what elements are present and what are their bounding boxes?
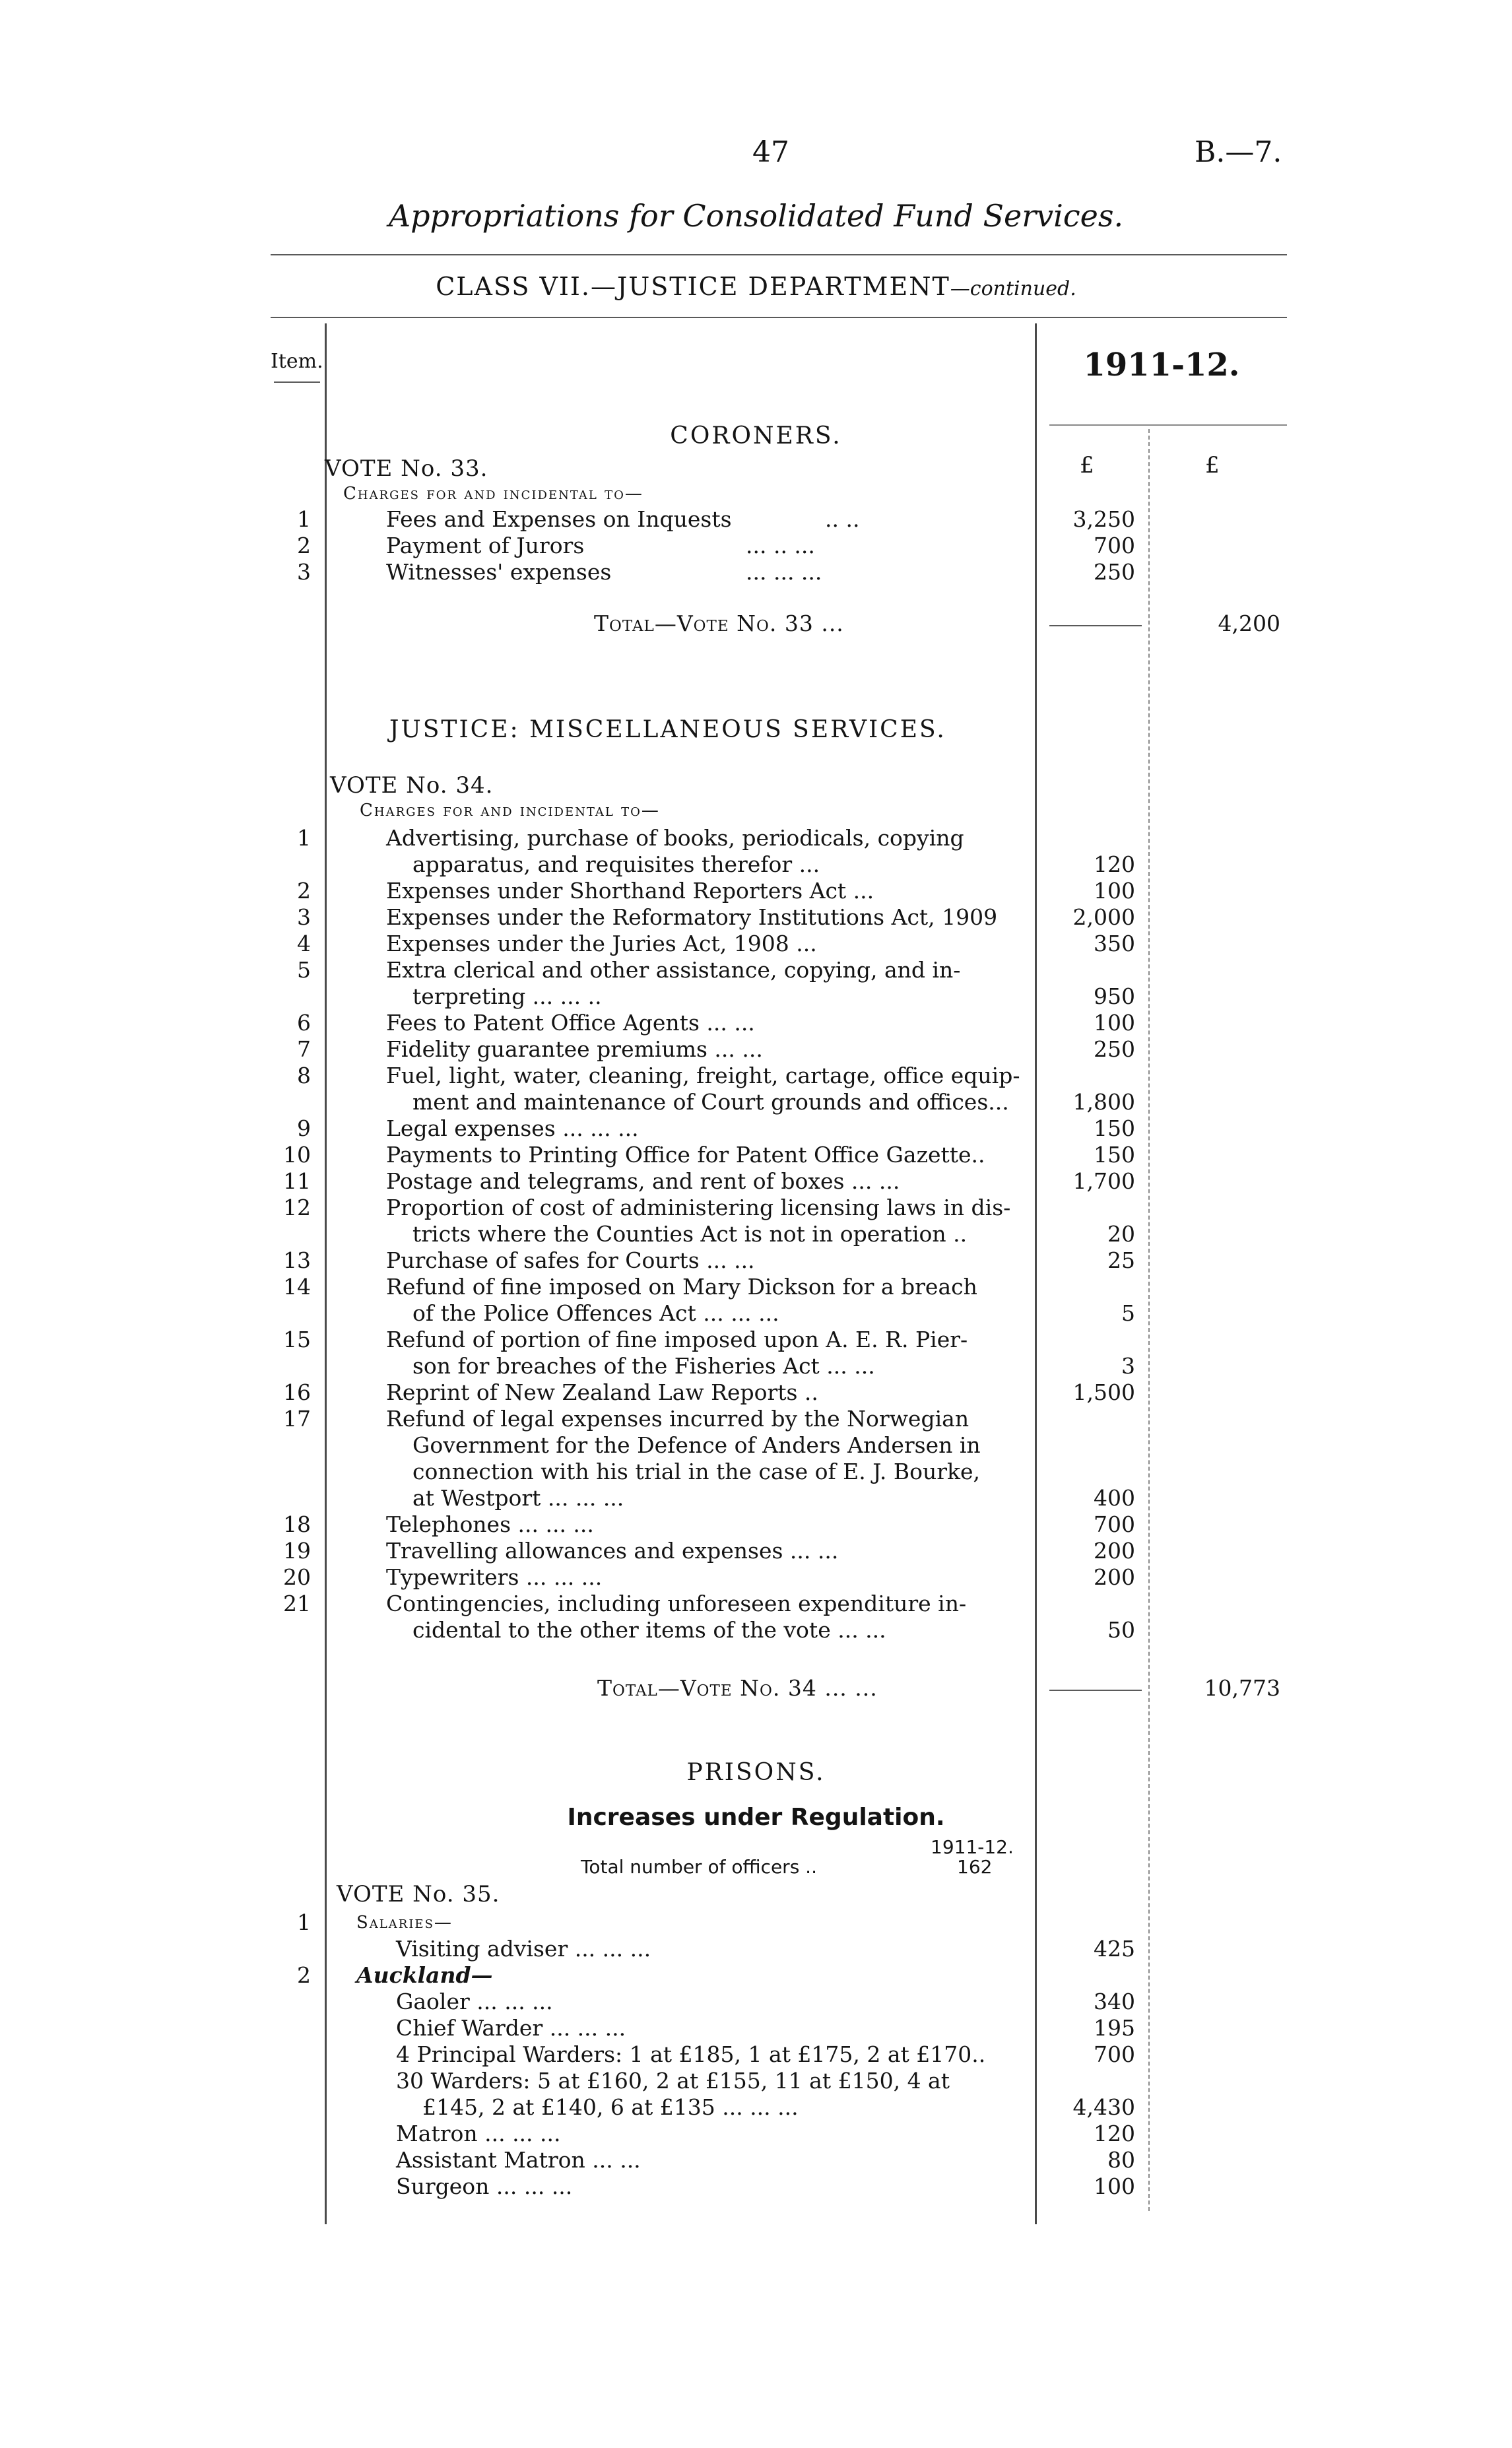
- item-description: Salaries—: [356, 1913, 453, 1933]
- class-heading-text: CLASS VII.—JUSTICE DEPARTMENT: [436, 272, 950, 301]
- table-row: [0, 1617, 1512, 1643]
- total-amount: 4,200: [1218, 611, 1280, 636]
- table-row: [0, 1511, 1512, 1538]
- item-description: Assistant Matron ... ...: [396, 2147, 641, 2173]
- document-reference: B.—7.: [1195, 135, 1282, 169]
- table-row: [0, 2041, 1512, 2068]
- title-rule: [271, 254, 1287, 255]
- class-heading: [0, 272, 1512, 301]
- table-row: [0, 1274, 1512, 1300]
- item-description: Extra clerical and other assistance, copying, and in-: [386, 957, 961, 983]
- item-description: Proportion of cost of administering licensing laws in dis-: [386, 1195, 1011, 1220]
- table-row: [0, 1327, 1512, 1353]
- item-amount: 2,000: [1072, 904, 1135, 930]
- table-row: [0, 1115, 1512, 1142]
- total-rule: [1049, 625, 1142, 626]
- table-row: [0, 2015, 1512, 2041]
- item-amount: 700: [1094, 533, 1135, 558]
- year-column-heading: 1911-12.: [1083, 347, 1240, 383]
- table-row: [0, 506, 1512, 533]
- item-number: 12: [283, 1195, 311, 1220]
- item-description: Visiting adviser ... ... ...: [396, 1936, 651, 1962]
- item-amount: 250: [1094, 1036, 1135, 1062]
- table-row: [0, 559, 1512, 585]
- table-row: [0, 1300, 1512, 1327]
- item-amount: 950: [1094, 983, 1135, 1009]
- page-number: 47: [752, 135, 789, 169]
- item-number: 13: [283, 1247, 311, 1273]
- item-description: Surgeon ... ... ...: [396, 2173, 573, 2199]
- item-description: Auckland—: [356, 1962, 493, 1988]
- coroners-title: CORONERS.: [670, 422, 842, 449]
- table-row: [0, 851, 1512, 878]
- item-amount: 20: [1107, 1221, 1135, 1247]
- item-amount: 120: [1094, 2121, 1135, 2146]
- table-row: [0, 1379, 1512, 1406]
- item-amount: 80: [1107, 2147, 1135, 2173]
- table-row: [0, 1432, 1512, 1459]
- table-row: [0, 1089, 1512, 1115]
- item-description: terpreting ... ... ..: [412, 983, 602, 1009]
- item-amount: 120: [1094, 851, 1135, 877]
- item-amount: 1,500: [1072, 1379, 1135, 1405]
- item-amount: 100: [1094, 878, 1135, 904]
- table-row: [0, 1221, 1512, 1247]
- item-amount: 1,800: [1072, 1089, 1135, 1115]
- item-number: 16: [283, 1379, 311, 1405]
- item-amount: 4,430: [1072, 2094, 1135, 2120]
- item-description: Matron ... ... ...: [396, 2121, 561, 2146]
- item-description: cidental to the other items of the vote ... ...: [412, 1617, 886, 1643]
- item-number: 8: [297, 1063, 311, 1088]
- table-row: [0, 1195, 1512, 1221]
- item-number: 1: [297, 825, 311, 851]
- table-row: [0, 931, 1512, 957]
- item-description: Payment of Jurors: [386, 533, 585, 558]
- item-description: Purchase of safes for Courts ... ...: [386, 1247, 755, 1273]
- table-row: [0, 957, 1512, 983]
- header-rule: [271, 317, 1287, 318]
- item-amount: 100: [1094, 2173, 1135, 2199]
- item-amount: 150: [1094, 1142, 1135, 1168]
- item-description: ment and maintenance of Court grounds and offices...: [412, 1089, 1009, 1115]
- table-row: [0, 2121, 1512, 2147]
- item-description: Travelling allowances and expenses ... ...: [386, 1538, 839, 1564]
- table-row: [0, 2094, 1512, 2121]
- justice-misc-title: JUSTICE: MISCELLANEOUS SERVICES.: [389, 716, 946, 743]
- table-row: [0, 1962, 1512, 1989]
- table-row: [0, 1538, 1512, 1564]
- table-row: [0, 2068, 1512, 2094]
- item-number: 21: [283, 1591, 311, 1616]
- table-row: [0, 1063, 1512, 1089]
- item-description: Reprint of New Zealand Law Reports ..: [386, 1379, 818, 1405]
- item-number: 2: [297, 533, 311, 558]
- item-column-heading: Item.: [271, 350, 323, 373]
- item-description: apparatus, and requisites therefor ...: [412, 851, 820, 877]
- item-description: Contingencies, including unforeseen expenditure in-: [386, 1591, 967, 1616]
- item-number: 3: [297, 904, 311, 930]
- item-description: at Westport ... ... ...: [412, 1485, 624, 1511]
- item-number: 2: [297, 878, 311, 904]
- table-row: [0, 1036, 1512, 1063]
- table-row: [0, 1909, 1512, 1936]
- item-number: 2: [297, 1962, 311, 1988]
- increases-heading: Increases under Regulation.: [567, 1804, 945, 1831]
- item-amount: 340: [1094, 1989, 1135, 2014]
- item-number: 6: [297, 1010, 311, 1036]
- item-amount: 50: [1107, 1617, 1135, 1643]
- table-row: [0, 1989, 1512, 2015]
- item-amount: 400: [1094, 1485, 1135, 1511]
- item-description: connection with his trial in the case of E. J. Bourke,: [412, 1459, 981, 1484]
- class-heading-suffix: —continued.: [950, 277, 1076, 300]
- item-number: 15: [283, 1327, 311, 1352]
- item-number: 1: [297, 506, 311, 532]
- item-number: 20: [283, 1564, 311, 1590]
- item-amount: 150: [1094, 1115, 1135, 1141]
- item-amount: 25: [1107, 1247, 1135, 1273]
- item-description: Refund of legal expenses incurred by the Norwegian: [386, 1406, 970, 1432]
- item-heading-underline: [274, 381, 320, 383]
- total-label: Total—Vote No. 33 ...: [594, 611, 844, 636]
- item-amount: 425: [1094, 1936, 1135, 1962]
- currency-symbol-right: £: [1205, 452, 1220, 479]
- table-row: [0, 1142, 1512, 1168]
- item-number: 4: [297, 931, 311, 956]
- item-amount: 200: [1094, 1564, 1135, 1590]
- item-number: 5: [297, 957, 311, 983]
- table-row: [0, 904, 1512, 931]
- item-description: £145, 2 at £140, 6 at £135 ... ... ...: [422, 2094, 799, 2120]
- table-row: [0, 1247, 1512, 1274]
- item-description: Chief Warder ... ... ...: [396, 2015, 626, 2041]
- item-description: Witnesses' expenses: [386, 559, 612, 585]
- table-row: [0, 878, 1512, 904]
- leader-dots: ... .. ...: [746, 533, 815, 558]
- item-amount: 1,700: [1072, 1168, 1135, 1194]
- item-number: 9: [297, 1115, 311, 1141]
- item-description: Expenses under the Juries Act, 1908 ...: [386, 931, 817, 956]
- item-description: Fuel, light, water, cleaning, freight, cartage, office equip-: [386, 1063, 1020, 1088]
- item-description: Telephones ... ... ...: [386, 1511, 594, 1537]
- table-row: [0, 1564, 1512, 1591]
- officers-year: 1911-12.: [931, 1836, 1014, 1858]
- officers-count: 162: [957, 1856, 993, 1878]
- table-row: [0, 1485, 1512, 1511]
- item-description: Fees to Patent Office Agents ... ...: [386, 1010, 755, 1036]
- item-description: tricts where the Counties Act is not in operation ..: [412, 1221, 968, 1247]
- total-amount: 10,773: [1204, 1675, 1280, 1701]
- item-description: son for breaches of the Fisheries Act ... ...: [412, 1353, 875, 1379]
- table-row: [0, 1353, 1512, 1379]
- item-number: 3: [297, 559, 311, 585]
- currency-symbol-left: £: [1080, 452, 1094, 479]
- table-row: [0, 825, 1512, 851]
- table-row: [0, 983, 1512, 1010]
- item-description: Refund of fine imposed on Mary Dickson for a breach: [386, 1274, 977, 1300]
- justice-misc-charges-heading: Charges for and incidental to—: [360, 801, 660, 820]
- item-number: 7: [297, 1036, 311, 1062]
- item-amount: 195: [1094, 2015, 1135, 2041]
- item-description: Postage and telegrams, and rent of boxes ... ...: [386, 1168, 900, 1194]
- item-description: Expenses under the Reformatory Institutions Act, 1909: [386, 904, 998, 930]
- total-label: Total—Vote No. 34 ... ...: [597, 1675, 878, 1701]
- table-row: [0, 1168, 1512, 1195]
- item-description: Refund of portion of fine imposed upon A. E. R. Pier-: [386, 1327, 968, 1352]
- item-amount: 200: [1094, 1538, 1135, 1564]
- item-amount: 3,250: [1072, 506, 1135, 532]
- table-row: [0, 1010, 1512, 1036]
- prisons-vote: VOTE No. 35.: [337, 1881, 500, 1907]
- item-amount: 100: [1094, 1010, 1135, 1036]
- total-row: [0, 611, 1512, 637]
- table-row: [0, 1591, 1512, 1617]
- table-row: [0, 1406, 1512, 1432]
- coroners-vote: VOTE No. 33.: [325, 455, 488, 482]
- item-amount: 250: [1094, 559, 1135, 585]
- coroners-charges-heading: Charges for and incidental to—: [343, 484, 643, 504]
- item-number: 18: [283, 1511, 311, 1537]
- item-description: Fidelity guarantee premiums ... ...: [386, 1036, 763, 1062]
- table-row: [0, 2147, 1512, 2173]
- total-row: [0, 1675, 1512, 1702]
- item-number: 19: [283, 1538, 311, 1564]
- item-amount: 3: [1121, 1353, 1135, 1379]
- item-description: of the Police Offences Act ... ... ...: [412, 1300, 779, 1326]
- item-description: Fees and Expenses on Inquests: [386, 506, 732, 532]
- item-description: Payments to Printing Office for Patent Office Gazette..: [386, 1142, 985, 1168]
- item-amount: 700: [1094, 2041, 1135, 2067]
- table-row: [0, 1459, 1512, 1485]
- item-number: 10: [283, 1142, 311, 1168]
- officers-label: Total number of officers ..: [581, 1856, 817, 1878]
- item-description: Advertising, purchase of books, periodicals, copying: [386, 825, 964, 851]
- item-number: 14: [283, 1274, 311, 1300]
- item-description: Typewriters ... ... ...: [386, 1564, 603, 1590]
- item-number: 1: [297, 1909, 311, 1935]
- item-amount: 350: [1094, 931, 1135, 956]
- leader-dots: ... ... ...: [746, 559, 822, 585]
- item-amount: 700: [1094, 1511, 1135, 1537]
- item-description: 30 Warders: 5 at £160, 2 at £155, 11 at £150, 4 at: [396, 2068, 950, 2094]
- item-description: Expenses under Shorthand Reporters Act ...: [386, 878, 874, 904]
- item-amount: 5: [1121, 1300, 1135, 1326]
- prisons-title: PRISONS.: [686, 1759, 826, 1786]
- table-row: [0, 1936, 1512, 1962]
- item-description: Government for the Defence of Anders Andersen in: [412, 1432, 981, 1458]
- item-description: Legal expenses ... ... ...: [386, 1115, 639, 1141]
- item-number: 11: [283, 1168, 311, 1194]
- item-description: Gaoler ... ... ...: [396, 1989, 553, 2014]
- page-title: Appropriations for Consolidated Fund Services.: [388, 198, 1124, 234]
- table-row: [0, 533, 1512, 559]
- table-row: [0, 2173, 1512, 2200]
- item-number: 17: [283, 1406, 311, 1432]
- total-rule: [1049, 1690, 1142, 1691]
- leader-dots: .. ..: [825, 506, 860, 532]
- justice-misc-vote: VOTE No. 34.: [330, 772, 494, 799]
- item-description: 4 Principal Warders: 1 at £185, 1 at £175, 2 at £170..: [396, 2041, 986, 2067]
